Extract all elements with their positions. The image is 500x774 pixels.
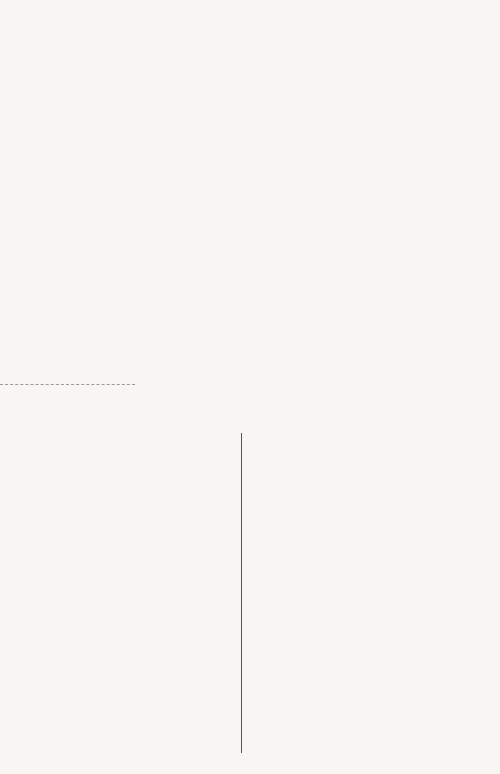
divider [0, 384, 135, 385]
right-column [241, 433, 473, 753]
